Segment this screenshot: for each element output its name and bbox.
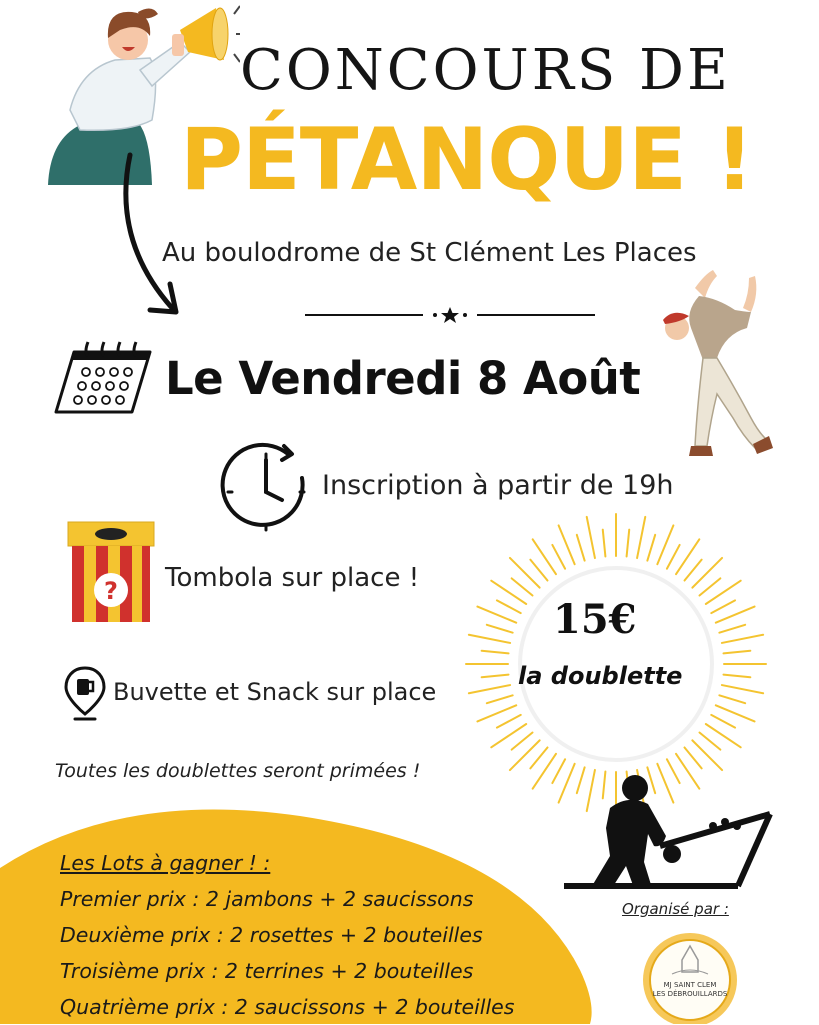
- price-amount: 15€: [553, 596, 637, 643]
- venue-text: Au boulodrome de St Clément Les Places: [162, 238, 697, 268]
- prizes-note: Toutes les doublettes seront primées !: [55, 760, 421, 782]
- organiser-logo-text: [649, 981, 731, 999]
- prize-4: Quatrième prix : 2 saucissons + 2 bouteilles: [60, 995, 515, 1019]
- mystery-box-icon: [66, 518, 158, 624]
- title-line-1: CONCOURS DE: [240, 38, 731, 103]
- buvette-text: Buvette et Snack sur place: [113, 678, 437, 706]
- price-label: la doublette: [518, 662, 683, 690]
- organiser-logo-line-2: LES DÉBROUILLARDS: [652, 990, 728, 998]
- map-pin-beer-icon: [64, 666, 106, 722]
- title-line-2: PÉTANQUE !: [180, 110, 754, 210]
- star-divider: [305, 303, 595, 327]
- event-date: Le Vendredi 8 Août: [165, 352, 641, 405]
- svg-text:?: ?: [104, 577, 118, 605]
- petanque-player-icon: [655, 268, 775, 478]
- prizes-list: [60, 845, 514, 1025]
- organiser-label: Organisé par :: [622, 900, 729, 918]
- prize-3: Troisième prix : 2 terrines + 2 bouteilles: [60, 959, 474, 983]
- prize-2: Deuxième prix : 2 rosettes + 2 bouteilles: [60, 923, 483, 947]
- organiser-logo: [640, 930, 740, 1024]
- clock-icon: [218, 440, 314, 536]
- prizes-heading: Les Lots à gagner ! :: [60, 851, 271, 875]
- organiser-logo-line-1: MJ SAINT CLEM: [663, 981, 717, 989]
- calendar-icon: [52, 338, 156, 418]
- inscription-text: Inscription à partir de 19h: [322, 470, 674, 501]
- prize-1: Premier prix : 2 jambons + 2 saucissons: [60, 887, 474, 911]
- tombola-text: Tombola sur place !: [165, 563, 420, 593]
